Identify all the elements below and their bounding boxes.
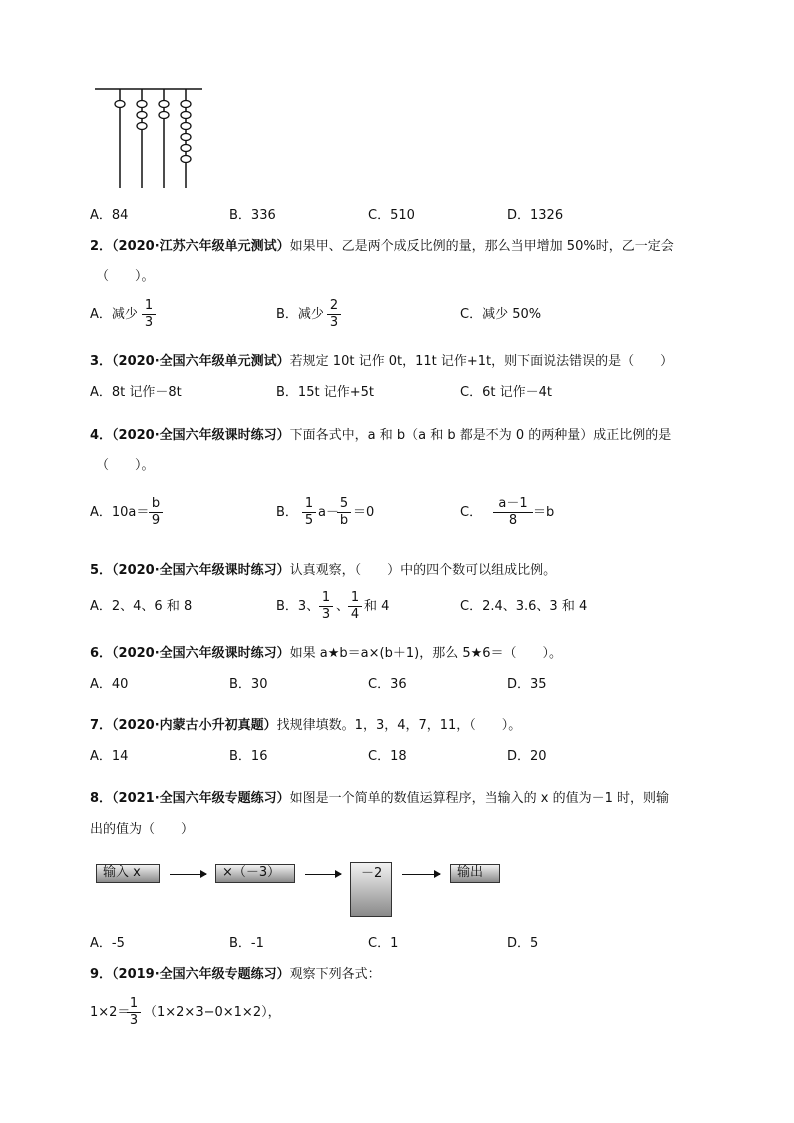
q4-source: （2020·全国六年级课时练习） [112, 428, 290, 443]
q3-stem [90, 353, 673, 371]
q6-option-c[interactable]: C．36 [368, 677, 407, 692]
fraction-denominator: b [339, 513, 349, 528]
q5-option-b-fraction-2 [349, 590, 361, 623]
fraction-numerator: 1 [350, 590, 360, 605]
flow-subtract-box: －2 [350, 862, 392, 917]
q4-number: 4． [90, 428, 113, 443]
q8-option-c[interactable]: C．1 [368, 936, 399, 951]
q2-source: （2020·江苏六年级单元测试） [112, 239, 290, 254]
q5-option-b-prefix[interactable]: B．3、 [276, 599, 320, 614]
q2-number: 2． [90, 239, 113, 254]
fraction-denominator: 3 [321, 607, 331, 622]
fraction-numerator: 1 [321, 590, 331, 605]
q6-source: （2020·全国六年级课时练习） [112, 646, 290, 661]
q7-option-b[interactable]: B．16 [229, 749, 268, 764]
q8-option-a[interactable]: A．-5 [90, 936, 125, 951]
fraction-denominator: 4 [350, 607, 360, 622]
fraction-numerator: 1 [129, 996, 139, 1011]
q3-text: 若规定 10t 记作 0t，11t 记作+1t，则下面说法错误的是（ ） [289, 354, 674, 369]
q2-option-a-fraction [143, 298, 155, 331]
q2-blank: （ ）。 [96, 269, 155, 284]
q7-stem [90, 717, 521, 735]
q5-option-b-separator: 、 [336, 599, 350, 614]
q3-option-b[interactable]: B．15t 记作+5t [276, 385, 374, 400]
q5-option-b-suffix: 和 4 [364, 599, 390, 614]
q9-line1-suffix: （1×2×3−0×1×2）， [144, 1005, 281, 1020]
q8-text-line2: 出的值为（ ） [90, 822, 195, 837]
q9-source: （2019·全国六年级专题练习） [112, 967, 290, 982]
q4-option-a-prefix[interactable]: A．10a＝ [90, 505, 150, 520]
fraction-denominator: 8 [508, 513, 518, 528]
q2-option-b-prefix[interactable]: B．减少 [276, 307, 324, 322]
q9-text: 观察下列各式： [289, 967, 381, 982]
q8-stem [90, 790, 669, 808]
fraction-numerator: a－1 [498, 496, 528, 511]
q2-option-c[interactable]: C．减少 50% [460, 307, 542, 322]
q7-option-d[interactable]: D．20 [507, 749, 547, 764]
q4-text: 下面各式中，a 和 b（a 和 b 都是不为 0 的两种量）成正比例的是 [289, 428, 672, 443]
q1-option-d[interactable]: D．1326 [507, 208, 564, 223]
q7-source: （2020·内蒙古小升初真题） [112, 718, 277, 733]
q4-option-b-fraction-1 [303, 496, 315, 529]
q3-number: 3． [90, 354, 113, 369]
flow-arrow-1 [170, 874, 206, 875]
q7-option-c[interactable]: C．18 [368, 749, 407, 764]
q6-stem [90, 645, 562, 663]
flow-arrow-3 [402, 874, 440, 875]
q5-text: 认真观察，（ ）中的四个数可以组成比例。 [289, 563, 557, 578]
q3-source: （2020·全国六年级单元测试） [112, 354, 290, 369]
flow-input-box: 输入 x [96, 864, 160, 883]
q8-option-d[interactable]: D．5 [507, 936, 539, 951]
q5-option-b-fraction-1 [320, 590, 332, 623]
q2-option-a-prefix[interactable]: A．减少 [90, 307, 138, 322]
q9-line1-prefix: 1×2＝ [90, 1005, 131, 1020]
q4-blank: （ ）。 [96, 458, 155, 473]
q5-option-c[interactable]: C．2.4、3.6、3 和 4 [460, 599, 588, 614]
flow-arrow-2 [305, 874, 341, 875]
q9-line1-fraction [128, 996, 140, 1029]
abacus-figure [92, 84, 207, 192]
q9-stem [90, 966, 381, 984]
fraction-denominator: 5 [304, 513, 314, 528]
q4-option-b-fraction-2 [338, 496, 350, 529]
q9-number: 9． [90, 967, 113, 982]
q3-option-a[interactable]: A．8t 记作－8t [90, 385, 182, 400]
fraction-numerator: b [151, 496, 161, 511]
q7-option-a[interactable]: A．14 [90, 749, 129, 764]
q4-option-b-middle: a－ [318, 505, 339, 520]
fraction-numerator: 1 [144, 298, 154, 313]
q5-stem [90, 562, 556, 580]
q4-option-a-fraction [150, 496, 162, 529]
q6-text: 如果 a★b＝a×(b＋1)，那么 5★6＝（ ）。 [289, 646, 563, 661]
q8-source: （2021·全国六年级专题练习） [112, 791, 290, 806]
q1-option-a[interactable]: A．84 [90, 208, 129, 223]
q2-option-b-fraction [328, 298, 340, 331]
q6-number: 6． [90, 646, 113, 661]
fraction-numerator: 5 [339, 496, 349, 511]
q7-text: 找规律填数。1，3，4，7，11，（ ）。 [276, 718, 522, 733]
fraction-numerator: 1 [304, 496, 314, 511]
q1-option-c[interactable]: C．510 [368, 208, 415, 223]
q4-option-c-fraction [494, 496, 532, 529]
q6-option-b[interactable]: B．30 [229, 677, 268, 692]
q8-option-b[interactable]: B．-1 [229, 936, 264, 951]
q3-option-c[interactable]: C．6t 记作－4t [460, 385, 552, 400]
fraction-denominator: 9 [151, 513, 161, 528]
q6-option-a[interactable]: A．40 [90, 677, 129, 692]
q2-stem [90, 238, 674, 256]
q1-option-b[interactable]: B．336 [229, 208, 276, 223]
q6-option-d[interactable]: D．35 [507, 677, 547, 692]
q2-text: 如果甲、乙是两个成反比例的量，那么当甲增加 50%时，乙一定会 [289, 239, 674, 254]
q5-option-a[interactable]: A．2、4、6 和 8 [90, 599, 193, 614]
flow-multiply-box: ×（－3） [215, 864, 295, 883]
q5-source: （2020·全国六年级课时练习） [112, 563, 290, 578]
fraction-denominator: 3 [144, 315, 154, 330]
q8-text: 如图是一个简单的数值运算程序，当输入的 x 的值为－1 时，则输 [289, 791, 670, 806]
flow-output-box: 输出 [450, 864, 500, 883]
q4-option-b-suffix: ＝0 [353, 505, 375, 520]
q4-stem [90, 427, 671, 445]
q4-option-c-suffix: ＝b [533, 505, 555, 520]
q8-number: 8． [90, 791, 113, 806]
q4-option-c-prefix[interactable]: C． [460, 505, 483, 520]
fraction-denominator: 3 [329, 315, 339, 330]
q7-number: 7． [90, 718, 113, 733]
fraction-denominator: 3 [129, 1013, 139, 1028]
q4-option-b-prefix[interactable]: B． [276, 505, 298, 520]
q5-number: 5． [90, 563, 113, 578]
fraction-numerator: 2 [329, 298, 339, 313]
